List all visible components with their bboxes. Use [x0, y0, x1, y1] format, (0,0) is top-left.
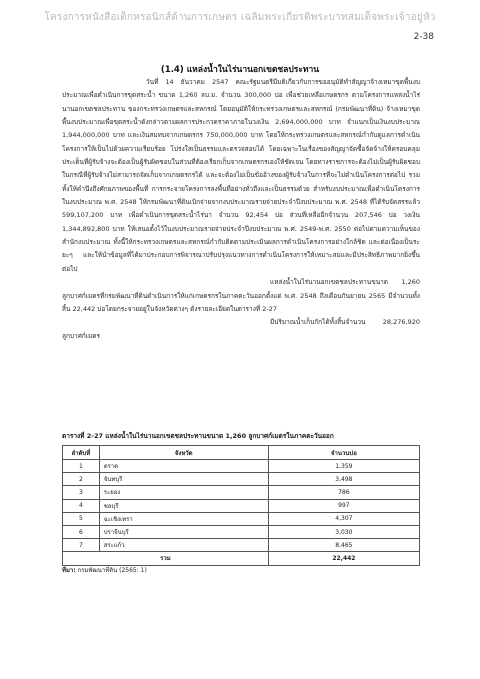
table-caption: ตารางที่ 2-27 แหล่งน้ำในไร่นานอกเขตชลประทานขนาด 1,260 ลูกบาศก์เมตรในภาคตะวันออก — [62, 432, 334, 440]
row-count: 3,030 — [268, 525, 419, 538]
table-row — [63, 525, 420, 538]
row-no: 2 — [63, 473, 100, 486]
source-note — [62, 565, 147, 575]
wells-table — [62, 445, 420, 566]
row-no: 6 — [63, 525, 100, 538]
table-header-row — [63, 446, 420, 460]
table-row — [63, 473, 420, 486]
row-province: ฉะเชิงเทรา — [99, 512, 268, 525]
table-row — [63, 539, 420, 552]
row-province: ตราด — [99, 460, 268, 473]
row-count: 8,465 — [268, 539, 419, 552]
table-row — [63, 460, 420, 473]
row-province: จันทบุรี — [99, 473, 268, 486]
total-label: รวม — [63, 552, 269, 565]
row-count: 1,359 — [268, 460, 419, 473]
paragraph-1: วันที่ 14 ธันวาคม 2547 คณะรัฐมนตรีมีมติเกี่ยวกับการขออนุมัติทำสัญญาจ้างเหมาขุดพื้นงบประมาณเพื่อดำเนินการขุดสระน้ำ ขนาด 1,260 ลบ.ม. จำนวน 300,000 บ่อ เพื่อช่วยเหลือเกษตรกร ตามโครงการแหล่งน้ำไร่นานอกเขตชลประทาน ของกระทรวงเกษตรและสหกรณ์ โดยอนุมัติให้กระทรวงเกษตรและสหกรณ์ (กรมพัฒนาที่ดิน) จ้างเหมาขุดพื้นงบประมาณเพื่อขุดสระน้ำดังกล่าวตามผลการประกวดราคาภายในวงเงิน 2,694,000,000 บาท จำแนกเป็นเงินงบประมาณ 1,944,000,000 บาท และเงินสมทบจากเกษตรกร 750,000,000 บาท โดยให้กระทรวงเกษตรและสหกรณ์กำกับดูแลการดำเนินโครงการให้เป็นไปด้วยความเรียบร้อย โปร่งใสเป็นธรรมและตรวจสอบได้ โดยเฉพาะในเรื่องของสัญญาจัดซื้อจัดจ้างให้ครอบคลุมประเด็นที่ผู้รับจ้างจะต้องเป็นผู้รับผิดชอบในส่วนที่ต้องเรียกเก็บจากเกษตรกรเองให้ชัดเจน โดยทางราชการจะต้องไม่เป็นผู้รับผิดชอบในกรณีที่ผู้รับจ้างไม่สามารถจัดเก็บจากเกษตรกรได้ และจะต้องไม่เป็นข้ออ้างของผู้รับจ้างในการที่จะไม่ดำเนินโครงการต่อไป รวมทั้งให้คำนึงถึงศักยภาพของพื้นที่ การกระจายโครงการลงพื้นที่อย่างทั่วถึงและเป็นธรรมด้วย สำหรับงบประมาณเพื่อดำเนินโครงการในงบประมาณ พ.ศ. 2548 ให้กรมพัฒนาที่ดินเบิกจ่ายจากงบประมาณรายจ่ายประจำปีงบประมาณ พ.ศ. 2548 ที่ได้รับจัดสรรแล้ว 599,107,200 บาท เพื่อดำเนินการขุดสระน้ำไร่นา จำนวน 92,454 บ่อ ส่วนที่เหลืออีกจำนวน 207,546 บ่อ วงเงิน 1,344,892,800 บาท ให้เสนอตั้งไว้ในงบประมาณรายจ่ายประจำปีงบประมาณ พ.ศ. 2549-พ.ศ. 2550 ต่อไปตามความเห็นของสำนักงบประมาณ ทั้งนี้ให้กระทรวงเกษตรและสหกรณ์กำกับติดตามประเมินผลการดำเนินโครงการอย่างใกล้ชิด และต่อเนื่องเป็นระยะๆ และให้นำข้อมูลที่ได้มาประกอบการพิจารณาปรับปรุงแนวทางการดำเนินโครงการให้เหมาะสมและมีประสิทธิภาพมากยิ่งขึ้นต่อไป — [62, 78, 420, 273]
row-no: 5 — [63, 512, 100, 525]
row-no: 4 — [63, 499, 100, 512]
row-no: 3 — [63, 486, 100, 499]
header-province: จังหวัด — [99, 446, 268, 460]
row-count: 997 — [268, 499, 419, 512]
table-row — [63, 512, 420, 525]
paragraph-2: แหล่งน้ำในไร่นานอกเขตชลประทานขนาด 1,260 ลูกบาศก์เมตรที่กรมพัฒนาที่ดินดำเนินการให้แก่เกษตรกรในภาคตะวันออกตั้งแต่ พ.ศ. 2548 ถึงเดือนกันยายน 2565 มีจำนวนทั้งสิ้น 22,442 บ่อโดยกระจายอยู่ในจังหวัดต่างๆ ดังรายละเอียดในตารางที่ 2-27 — [62, 278, 420, 313]
total-value: 22,442 — [268, 552, 419, 565]
running-header: โครงการหนังสือเด็กหรอนิกส์ด้านการเกษตร เฉลิมพระเกียรติพระบาทสมเด็จพระเจ้าอยู่หัว — [44, 12, 436, 23]
section-heading: (1.4) แหล่งน้ำในไร่นานอกเขตชลประทาน — [160, 65, 320, 75]
table-total-row — [63, 552, 420, 565]
table-row — [63, 499, 420, 512]
row-province: ปราจีนบุรี — [99, 525, 268, 538]
body-text — [62, 76, 420, 343]
row-count: 3,498 — [268, 473, 419, 486]
row-province: สระแก้ว — [99, 539, 268, 552]
paragraph-3: มีปริมาณน้ำเก็บกักได้ทั้งสิ้นจำนวน 28,276,920 ลูกบาศก์เมตร — [62, 318, 420, 340]
source-text: กรมพัฒนาที่ดิน (2565: 1) — [77, 567, 147, 574]
header-no: ลำดับที่ — [63, 446, 100, 460]
row-province: ชลบุรี — [99, 499, 268, 512]
row-count: 4,307 — [268, 512, 419, 525]
page-number: 2-38 — [413, 32, 434, 42]
table-row — [63, 486, 420, 499]
row-province: ระยอง — [99, 486, 268, 499]
row-count: 786 — [268, 486, 419, 499]
source-label: ที่มา: — [62, 567, 76, 574]
header-count: จำนวนบ่อ — [268, 446, 419, 460]
row-no: 1 — [63, 460, 100, 473]
row-no: 7 — [63, 539, 100, 552]
